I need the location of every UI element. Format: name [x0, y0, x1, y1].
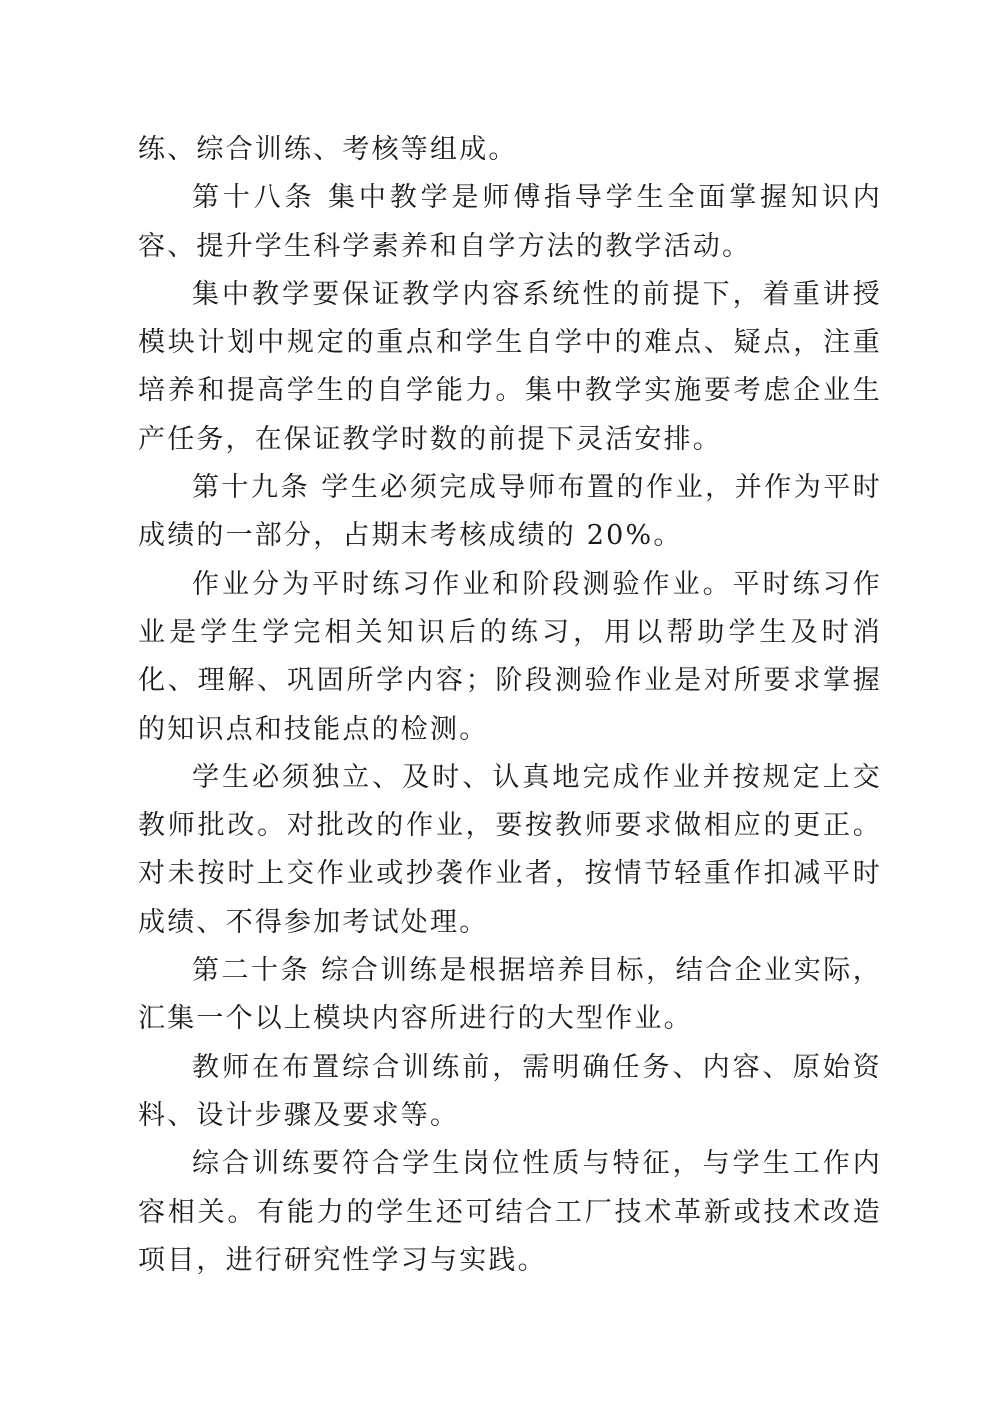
- paragraph-centralized-teaching: 集中教学要保证教学内容系统性的前提下，着重讲授模块计划中规定的重点和学生自学中的难点、疑点，注重培养和提高学生的自学能力。集中教学实施要考虑企业生产任务，在保证教学时数的前提下灵活安排。: [138, 278, 882, 455]
- paragraph-article-19: 第十九条 学生必须完成导师布置的作业，并作为平时成绩的一部分，占期末考核成绩的 20%。: [138, 472, 882, 552]
- paragraph-article-20: 第二十条 综合训练是根据培养目标，结合企业实际，汇集一个以上模块内容所进行的大型作业。: [138, 955, 882, 1035]
- paragraph-article-18: 第十八条 集中教学是师傅指导学生全面掌握知识内容、提升学生科学素养和自学方法的教学活动。: [138, 182, 882, 262]
- paragraph-homework-types: 作业分为平时练习作业和阶段测验作业。平时练习作业是学生学完相关知识后的练习，用以帮助学生及时消化、理解、巩固所学内容；阶段测验作业是对所要求掌握的知识点和技能点的检测。: [138, 568, 882, 745]
- paragraph-homework-rules: 学生必须独立、及时、认真地完成作业并按规定上交教师批改。对批改的作业，要按教师要求做相应的更正。对未按时上交作业或抄袭作业者，按情节轻重作扣减平时成绩、不得参加考试处理。: [138, 761, 882, 938]
- paragraph-training-preparation: 教师在布置综合训练前，需明确任务、内容、原始资料、设计步骤及要求等。: [138, 1051, 882, 1131]
- paragraph-continuation: 练、综合训练、考核等组成。: [138, 134, 518, 165]
- paragraph-training-requirements: 综合训练要符合学生岗位性质与特征，与学生工作内容相关。有能力的学生还可结合工厂技术革新或技术改造项目，进行研究性学习与实践。: [138, 1148, 882, 1276]
